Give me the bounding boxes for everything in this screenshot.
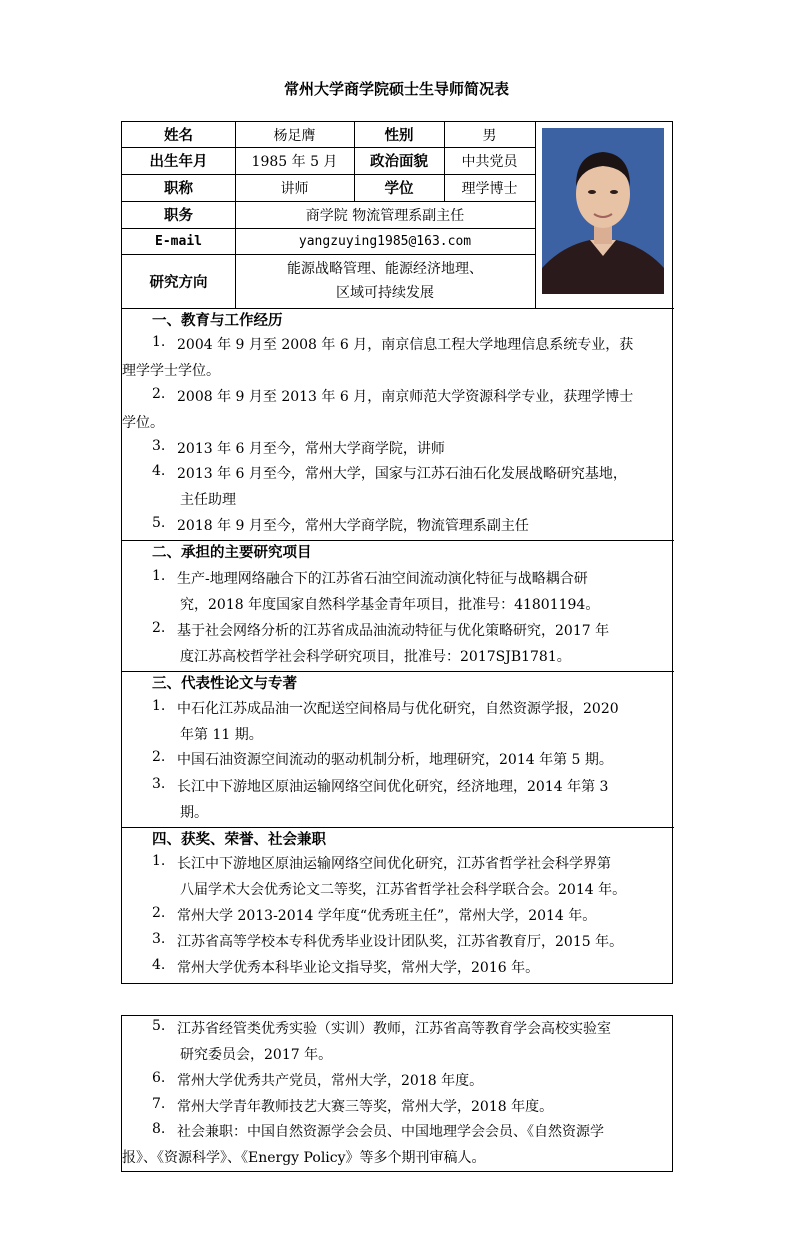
politics-value: 中共党员 [461, 153, 518, 170]
post-label: 职务 [164, 207, 193, 224]
list-item-text: 江苏省高等学校本专科优秀毕业设计团队奖，江苏省教育厅，2015 年。 [177, 934, 624, 950]
research-value [235, 254, 535, 308]
email-value: yangzuying1985@163.com [298, 233, 472, 249]
list-item-number: 2. [152, 620, 166, 636]
list-item-text: 2004 年 9 月至 2008 年 6 月，南京信息工程大学地理信息系统专业，获 [177, 337, 634, 353]
list-item-text-continued: 研究委员会，2017 年。 [180, 1047, 333, 1063]
list-item-text: 2013 年 6 月至今，常州大学，国家与江苏石油石化发展战略研究基地， [177, 466, 627, 482]
list-item-text-continued: 主任助理 [180, 492, 236, 508]
list-item-text-continued: 学位。 [122, 415, 164, 431]
list-item-text-continued: 年第 11 期。 [180, 727, 263, 743]
list-item-text-continued: 期。 [180, 805, 208, 821]
list-item-number: 5. [152, 515, 166, 531]
gender-label: 性别 [384, 127, 414, 144]
gender-value: 男 [482, 127, 497, 144]
grid-line [535, 122, 536, 308]
section-heading-projects: 二、承担的主要研究项目 [152, 544, 312, 561]
section-heading-papers: 三、代表性论文与专著 [152, 675, 297, 692]
list-item-number: 2. [152, 386, 166, 402]
list-item-number: 4. [152, 957, 166, 973]
portrait-photo [542, 128, 664, 294]
list-item-text: 长江中下游地区原油运输网络空间优化研究，经济地理，2014 年第 3 [177, 779, 609, 795]
list-item-text: 社会兼职：中国自然资源学会会员、中国地理学会会员、《自然资源学 [177, 1124, 604, 1140]
politics-label: 政治面貌 [370, 153, 428, 170]
birth-value: 1985 年 5 月 [251, 153, 338, 170]
section-heading-education: 一、教育与工作经历 [152, 312, 283, 329]
list-item-text: 中石化江苏成品油一次配送空间格局与优化研究，自然资源学报，2020 [177, 701, 619, 717]
name-label: 姓名 [164, 127, 193, 144]
list-item-number: 6. [152, 1070, 166, 1086]
email-label: E-mail [155, 233, 202, 249]
portrait-image [542, 128, 664, 294]
list-item-number: 2. [152, 905, 166, 921]
list-item-text-continued: 度江苏高校哲学社会科学研究项目，批准号：2017SJB1781。 [180, 649, 571, 665]
list-item-text: 2008 年 9 月至 2013 年 6 月，南京师范大学资源科学专业，获理学博士 [177, 389, 634, 405]
list-item-text: 基于社会网络分析的江苏省成品油流动特征与优化策略研究，2017 年 [177, 623, 610, 639]
degree-label: 学位 [384, 180, 414, 197]
birth-label: 出生年月 [149, 153, 208, 170]
list-item-number: 3. [152, 438, 166, 454]
list-item-text: 江苏省经管类优秀实验（实训）教师，江苏省高等教育学会高校实验室 [177, 1021, 611, 1037]
list-item-number: 1. [152, 334, 166, 350]
research-line: 区域可持续发展 [336, 285, 434, 301]
list-item-text-continued: 八届学术大会优秀论文二等奖，江苏省哲学社会科学联合会。2014 年。 [180, 882, 627, 898]
profile-table [121, 121, 673, 984]
post-value: 商学院 物流管理系副主任 [305, 207, 465, 224]
list-item-number: 7. [152, 1096, 166, 1112]
list-item-number: 1. [152, 698, 166, 714]
list-item-text: 常州大学优秀本科毕业论文指导奖，常州大学，2016 年。 [177, 960, 540, 976]
list-item-text: 常州大学优秀共产党员，常州大学，2018 年度。 [177, 1073, 484, 1089]
list-item-text-continued: 报》、《资源科学》、《Energy Policy》等多个期刊审稿人。 [122, 1150, 486, 1166]
list-item-text-continued: 理学学士学位。 [122, 363, 220, 379]
list-item-number: 4. [152, 463, 166, 479]
list-item-number: 2. [152, 749, 166, 765]
list-item-number: 3. [152, 776, 166, 792]
list-item-text: 2013 年 6 月至今，常州大学商学院，讲师 [177, 441, 445, 457]
list-item-text: 常州大学 2013-2014 学年度“优秀班主任”，常州大学，2014 年。 [177, 908, 597, 924]
list-item-text: 生产-地理网络融合下的江苏省石油空间流动演化特征与战略耦合研 [177, 571, 588, 587]
list-item-text-continued: 究，2018 年度国家自然科学基金青年项目，批准号：41801194。 [180, 597, 600, 613]
rank-value: 讲师 [280, 180, 309, 197]
research-label: 研究方向 [149, 273, 208, 291]
list-item-text: 2018 年 9 月至今，常州大学商学院，物流管理系副主任 [177, 518, 529, 534]
list-item-number: 8. [152, 1121, 166, 1137]
list-item-text: 中国石油资源空间流动的驱动机制分析，地理研究，2014 年第 5 期。 [177, 752, 613, 768]
name-value: 杨足膺 [273, 127, 316, 144]
page-title: 常州大学商学院硕士生导师简况表 [283, 80, 509, 98]
rank-label: 职称 [164, 180, 193, 197]
research-line: 能源战略管理、能源经济地理、 [287, 261, 483, 277]
list-item-number: 3. [152, 931, 166, 947]
degree-value: 理学博士 [461, 180, 518, 197]
list-item-number: 1. [152, 853, 166, 869]
list-item-number: 1. [152, 568, 166, 584]
continuation-table [121, 1015, 673, 1172]
list-item-number: 5. [152, 1018, 166, 1034]
list-item-text: 长江中下游地区原油运输网络空间优化研究，江苏省哲学社会科学界第 [177, 856, 611, 872]
list-item-text: 常州大学青年教师技艺大赛三等奖，常州大学，2018 年度。 [177, 1099, 554, 1115]
section-heading-awards: 四、获奖、荣誉、社会兼职 [152, 831, 326, 848]
